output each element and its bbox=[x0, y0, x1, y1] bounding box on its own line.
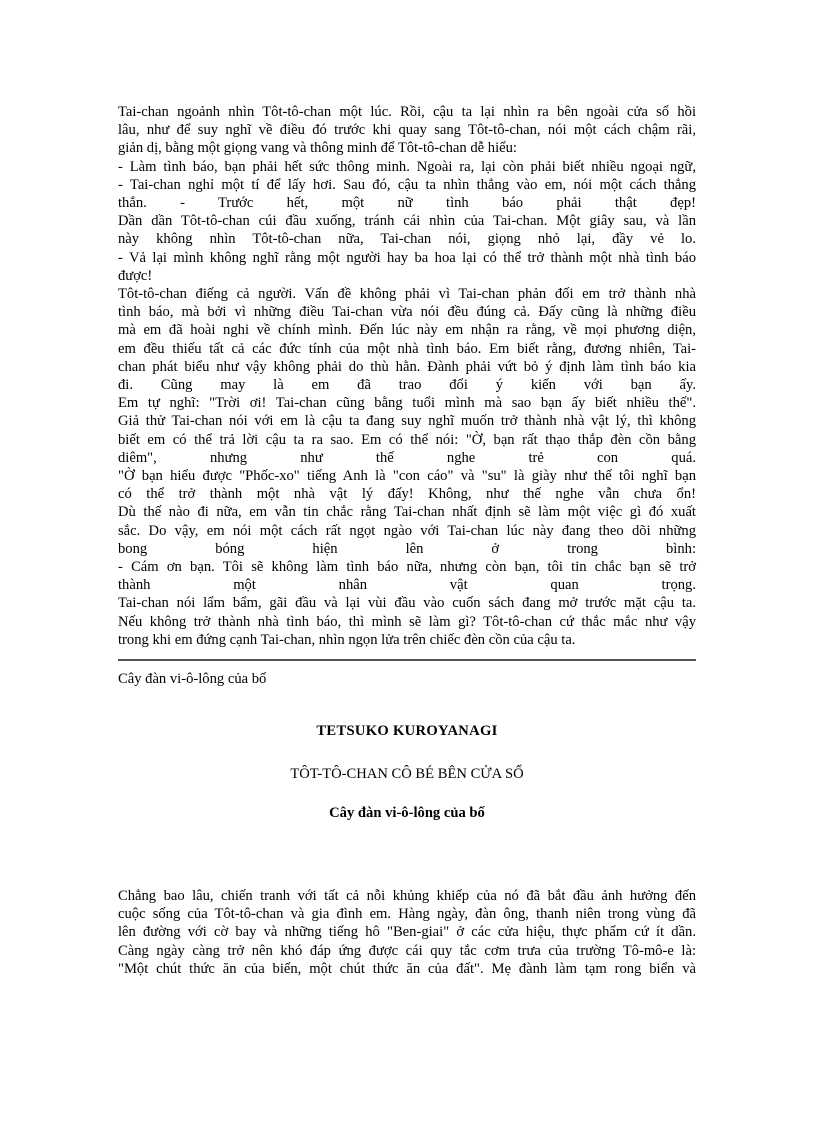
text-line: - Vả lại mình không nghĩ rằng một người hay ba hoa lại có thể trở thành một nhà tình báo bbox=[118, 249, 696, 266]
text-line: "Một chút thức ăn của biển, một chút thức ăn của đất". Mẹ đành làm tạm rong biển và bbox=[118, 960, 696, 977]
text-line: giản dị, bằng một giọng vang và thông minh để Tôt-tô-chan dễ hiểu: bbox=[118, 140, 517, 157]
text-line: đi. Cũng may là em đã trao đổi ý kiến với bạn ấy. bbox=[118, 377, 696, 394]
text-line: Dần dần Tôt-tô-chan cúi đầu xuống, tránh cái nhìn của Tai-chan. Một giây sau, và lần bbox=[118, 213, 696, 230]
document-page bbox=[118, 103, 696, 978]
text-line: - Tai-chan nghỉ một tí để lấy hơi. Sau đó, cậu ta nhìn thẳng vào em, nói một cách thẳng bbox=[118, 176, 696, 193]
text-line: em đều thiếu tất cả các đức tính của một nhà tình báo. Em biết rằng, đương nhiên, Tai- bbox=[118, 340, 696, 357]
text-line: Chẳng bao lâu, chiến tranh với tất cả nỗi khủng khiếp của nó đã bắt đầu ảnh hưởng đến bbox=[118, 887, 696, 904]
author-name: TETSUKO KUROYANAGI bbox=[316, 723, 498, 740]
text-line: "Ờ bạn hiểu được "Phốc-xo" tiếng Anh là "con cáo" và "su" là giày như thế tôi nghĩ bạn bbox=[118, 468, 696, 485]
text-line: Nếu không trở thành nhà tình báo, thì mình sẽ làm gì? Tôt-tô-chan cứ thắc mắc như vậy bbox=[118, 613, 696, 630]
text-line: được! bbox=[118, 267, 153, 284]
text-line: sắc. Do vậy, em nói một cách rất ngọt ngào với Tai-chan lúc này đang theo dõi những bbox=[118, 522, 696, 539]
chapter-text bbox=[118, 887, 696, 978]
text-line: thành một nhân vật quan trọng. bbox=[118, 577, 696, 594]
text-line: - Làm tình báo, bạn phải hết sức thông minh. Ngoài ra, lại còn phải biết nhiều ngoại ngữ, bbox=[118, 158, 696, 175]
text-line: Giả thử Tai-chan nói với em là cậu ta đang suy nghĩ muốn trở thành nhà vật lý, thì không bbox=[118, 413, 696, 430]
text-line: biết em có thể trả lời cậu ta ra sao. Em có thể nói: "Ờ, bạn rất thạo thắp đèn cồn bằng bbox=[118, 431, 696, 448]
text-line: tình báo, mà bởi vì những điều Tai-chan vừa nói đều đúng cả. Đấy cũng là những điều bbox=[118, 304, 696, 321]
story-text bbox=[118, 103, 696, 649]
text-line: - Cám ơn bạn. Tôi sẽ không làm tình báo nữa, nhưng còn bạn, tôi tin chắc bạn sẽ trở bbox=[118, 559, 696, 576]
text-line: Tôt-tô-chan điếng cả người. Vấn đề không phải vì Tai-chan phản đối em trở thành nhà bbox=[118, 286, 696, 303]
text-line: diêm", nhưng như thế nghe trẻ con quá. bbox=[118, 449, 696, 466]
chapter-title: Cây đàn vi-ô-lông của bố bbox=[329, 804, 485, 821]
text-line: này không nhìn Tôt-tô-chan nữa, Tai-chan nói, giọng nhỏ lại, đầy vẻ lo. bbox=[118, 231, 696, 248]
text-line: Tai-chan ngoảnh nhìn Tôt-tô-chan một lúc. Rồi, cậu ta lại nhìn ra bên ngoài cửa sổ hồi bbox=[118, 104, 696, 120]
text-line: có thể trở thành một nhà vật lý đấy! Không, như thế nghe vẫn chưa ổn! bbox=[118, 486, 696, 503]
text-line: Càng ngày càng trở nên khó đáp ứng được cái quy tắc cơm trưa của trường Tô-mô-e là: bbox=[118, 942, 696, 959]
text-line: mà em đã hoài nghi về chính mình. Đến lúc này em nhận ra rằng, về mọi phương diện, bbox=[118, 322, 696, 339]
text-line: cuộc sống của Tôt-tô-chan và gia đình em. Hàng ngày, đàn ông, thanh niên trong vùng đã bbox=[118, 906, 696, 923]
text-line: Dù thế nào đi nữa, em vẫn tin chắc rằng Tai-chan nhất định sẽ làm một việc gì đó xuất bbox=[118, 504, 696, 521]
text-line: trong khi em đứng cạnh Tai-chan, nhìn ngọn lửa trên chiếc đèn cồn của cậu ta. bbox=[118, 631, 576, 648]
text-line: thắn. - Trước hết, một nữ tình báo phải thật đẹp! bbox=[118, 195, 696, 212]
text-line: chan phát biểu như vậy không phải do thù hằn. Đành phải vứt bỏ ý định làm tình báo kia bbox=[118, 358, 696, 375]
text-line: lên đường với cờ bay và những tiếng hô "Ben-giai" ở các cửa hiệu, thực phẩm cứ ít dần. bbox=[118, 924, 696, 941]
text-line: Em tự nghĩ: "Trời ơi! Tai-chan cũng bằng tuổi mình mà sao bạn ấy biết nhiều thế". bbox=[118, 395, 696, 412]
text-line: lâu, như để suy nghĩ về điều đó trước khi quay sang Tôt-tô-chan, nói một cách chậm rãi, bbox=[118, 122, 696, 139]
text-line: bong bóng hiện lên ở trong bình: bbox=[118, 540, 696, 557]
book-title: TÔT-TÔ-CHAN CÔ BÉ BÊN CỬA SỔ bbox=[290, 765, 524, 782]
section-label: Cây đàn vi-ô-lông của bố bbox=[118, 671, 267, 688]
text-line: Tai-chan nói lẩm bẩm, gãi đầu và lại vùi đầu vào cuốn sách đang mở trước mặt cậu ta. bbox=[118, 595, 696, 612]
section-divider bbox=[118, 659, 696, 661]
